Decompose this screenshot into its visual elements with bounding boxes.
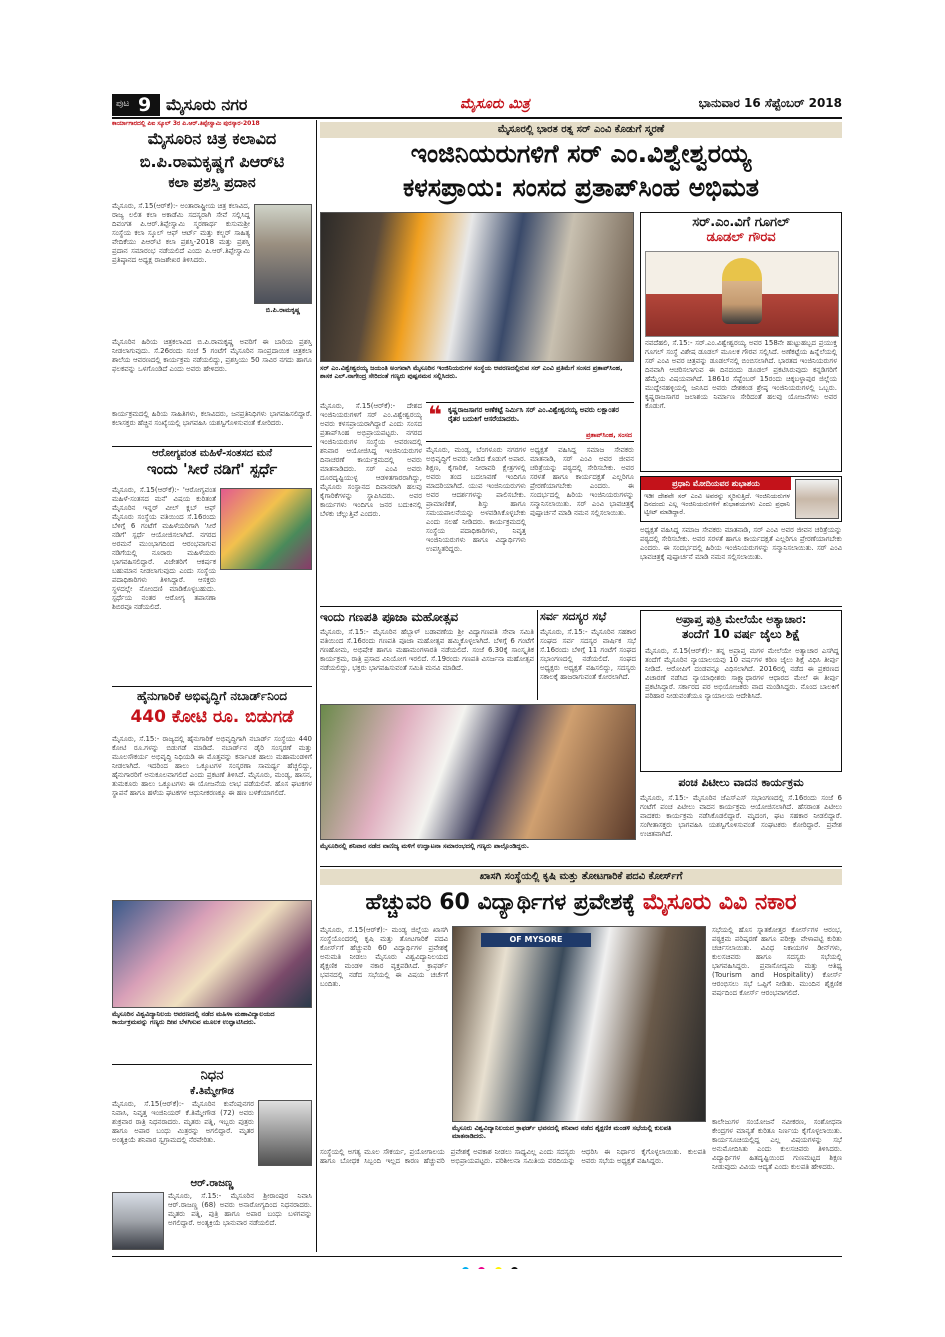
footer-rule [112, 1256, 842, 1257]
magenta-dot-icon [478, 1267, 485, 1269]
lead-kicker-band [320, 122, 842, 138]
obituary-title: ನಿಧನ [200, 1068, 224, 1083]
lead-body-3: ಅಧ್ಯಕ್ಷತೆ ವಹಿಸಿದ್ದ ಸಮಾಜ ಸೇವಕರು ಮಾತನಾಡಿ, ಸರ್ ಎಂವಿ ಅವರ ಜೀವನ ಚರಿತ್ರೆಯನ್ನು ಪಠ್ಯದಲ್ಲಿ ಸೇರಿಸಬೇಕು. ಅವರ ಸರಳತೆ ಹಾಗೂ ಕಾರ್ಯದಕ್ಷತೆ ಎಲ್ಲರಿಗೂ ಪ್ರೇರಣೆಯಾಗಬೇಕು ಎಂದರು. ಈ ಸಂದರ್ಭದಲ್ಲಿ ಹಿರಿಯ ಇಂಜಿನಿಯರುಗಳನ್ನು ಸನ್ಮಾನಿಸಲಾಯಿತು. ಸರ್ ಎಂವಿ ಭಾವಚಿತ್ರಕ್ಕೆ ಪುಷ್ಪಾರ್ಚನೆ ಮಾಡಿ ನಮನ ಸಲ್ಲಿಸಲಾಯಿತು. [530, 446, 634, 517]
lead-body-2: ಮೈಸೂರು, ಮಂಡ್ಯ, ಬೆಂಗಳೂರು ನಗರಗಳ ಅಭಿವೃದ್ಧಿಗೆ ಅವರು ನೀಡಿದ ಕೊಡುಗೆ ಅಪಾರ. ಶಿಕ್ಷಣ, ಕೈಗಾರಿಕೆ, ನೀರಾವರಿ ಕ್ಷೇತ್ರಗಳಲ್ಲಿ ಅವರು ತಂದ ಬದಲಾವಣೆ ಇಂದಿಗೂ ಮಾದರಿಯಾಗಿದೆ. ಯುವ ಇಂಜಿನಿಯರುಗಳು ಅವರ ಆದರ್ಶಗಳನ್ನು ಪಾಲಿಸಬೇಕು. ಪ್ರಾಮಾಣಿಕತೆ, ಶಿಸ್ತು ಹಾಗೂ ಸಮಯಪಾಲನೆಯನ್ನು ಅಳವಡಿಸಿಕೊಳ್ಳಬೇಕು ಎಂದು ಸಲಹೆ ನೀಡಿದರು. ಕಾರ್ಯಕ್ರಮದಲ್ಲಿ ಸಂಸ್ಥೆಯ ಪದಾಧಿಕಾರಿಗಳು, ನಿವೃತ್ತ ಇಂಜಿನಿಯರುಗಳು ಹಾಗೂ ವಿದ್ಯಾರ್ಥಿಗಳು ಉಪಸ್ಥಿತರಿದ್ದರು. [426, 446, 526, 553]
doodle-portrait-icon [722, 258, 762, 324]
obituary-body2: ಮೈಸೂರು, ಸೆ.15:- ಮೈಸೂರಿನ ಶ್ರೀರಾಂಪುರ ನಿವಾಸಿ ಆರ್.ರಾಜಣ್ಣ (68) ಅವರು ಅನಾರೋಗ್ಯದಿಂದ ನಿಧನರಾದರು. ಮೃತರು ಪತ್ನಿ, ಪುತ್ರಿ ಹಾಗೂ ಅಪಾರ ಬಂಧು ಬಳಗವನ್ನು ಅಗಲಿದ್ದಾರೆ. ಅಂತ್ಯಕ್ರಿಯೆ ಭಾನುವಾರ ನಡೆಯಲಿದೆ. [168, 1192, 312, 1227]
story3-title2: 440 ಕೋಟಿ ರೂ. ಬಿಡುಗಡೆ [130, 708, 294, 727]
color-registration-marks [450, 1259, 530, 1269]
google-title-2: ಡೂಡಲ್ ಗೌರವ [706, 230, 776, 245]
yellow-dot-icon [495, 1267, 502, 1269]
google-body: ನವದೆಹಲಿ, ಸೆ.15:- ಸರ್.ಎಂ.ವಿಶ್ವೇಶ್ವರಯ್ಯ ಅವರ 158ನೇ ಹುಟ್ಟುಹಬ್ಬದ ಪ್ರಯುಕ್ತ ಗೂಗಲ್ ಸಂಸ್ಥೆ ವಿಶೇಷ ಡೂಡಲ್ ಮೂಲಕ ಗೌರವ ಸಲ್ಲಿಸಿದೆ. ಅಣೆಕಟ್ಟೆಯ ಹಿನ್ನೆಲೆಯಲ್ಲಿ ಸರ್ ಎಂವಿ ಅವರ ಚಿತ್ರವನ್ನು ಡೂಡಲ್‌ನಲ್ಲಿ ಬಿಂಬಿಸಲಾಗಿದೆ. ಭಾರತದ ಇಂಜಿನಿಯರುಗಳ ದಿನವಾಗಿ ಆಚರಿಸಲಾಗುವ ಈ ದಿನದಂದು ಡೂಡಲ್ ಪ್ರಕಟಿಸಿರುವುದು ಕನ್ನಡಿಗರಿಗೆ ಹೆಮ್ಮೆಯ ವಿಷಯವಾಗಿದೆ. 1861ರ ಸೆಪ್ಟೆಂಬರ್ 15ರಂದು ಚಿಕ್ಕಬಳ್ಳಾಪುರ ಜಿಲ್ಲೆಯ ಮುದ್ದೇನಹಳ್ಳಿಯಲ್ಲಿ ಜನಿಸಿದ ಅವರು ದೇಶಕಂಡ ಶ್ರೇಷ್ಠ ಇಂಜಿನಿಯರುಗಳಲ್ಲಿ ಒಬ್ಬರು. ಕೃಷ್ಣರಾಜಸಾಗರ ಜಲಾಶಯ ನಿರ್ಮಾಣ ಸೇರಿದಂತೆ ಹಲವು ಯೋಜನೆಗಳು ಅವರ ಕೊಡುಗೆ. [645, 339, 837, 410]
ganapathi-body: ಮೈಸೂರು, ಸೆ.15:- ಮೈಸೂರಿನ ಹೆಬ್ಬಾಳ್ ಬಡಾವಣೆಯ ಶ್ರೀ ವಿದ್ಯಾಗಣಪತಿ ಸೇವಾ ಸಮಿತಿ ವತಿಯಿಂದ ಸೆ.16ರಂದು ಗಣಪತಿ ಪೂಜಾ ಮಹೋತ್ಸವ ಹಮ್ಮಿಕೊಳ್ಳಲಾಗಿದೆ. ಬೆಳಿಗ್ಗೆ 6 ಗಂಟೆಗೆ ಗಣಹೋಮ, ಅಭಿಷೇಕ ಹಾಗೂ ಮಹಾಮಂಗಳಾರತಿ ನಡೆಯಲಿದೆ. ಸಂಜೆ 6.30ಕ್ಕೆ ಸಾಂಸ್ಕೃತಿಕ ಕಾರ್ಯಕ್ರಮ, ರಾತ್ರಿ ಪ್ರಸಾದ ವಿನಿಯೋಗ ಇರಲಿದೆ. ಸೆ.19ರಂದು ಗಣಪತಿ ವಿಸರ್ಜನಾ ಮಹೋತ್ಸವ ನಡೆಯಲಿದ್ದು, ಭಕ್ತರು ಭಾಗವಹಿಸುವಂತೆ ಸಮಿತಿ ಮನವಿ ಮಾಡಿದೆ. [320, 628, 534, 672]
obituary-photo1 [258, 1100, 312, 1166]
top-strip: ಕಾರ್ಯಾಗಾರದಲ್ಲಿ ಪಿಐ ಸ್ಕೂಲ್ 3ರ ಪಿ.ಆರ್.ತಿಪ್ಪೇಸ್ವಾಮಿ ಪುರಸ್ಕಾರ-2018 [112, 120, 260, 127]
agri-body-2: ಸಂಸ್ಥೆಯಲ್ಲಿ ಅಗತ್ಯ ಮೂಲ ಸೌಕರ್ಯ, ಪ್ರಯೋಗಾಲಯ ಹಾಗೂ ಬೋಧಕ ಸಿಬ್ಬಂದಿ ಇಲ್ಲದ ಕಾರಣ ಹೆಚ್ಚುವರಿ ಪ್ರವೇಶಕ್ಕೆ ಅವಕಾಶ ನೀಡಲು ಸಾಧ್ಯವಿಲ್ಲ ಎಂದು ಸದಸ್ಯರು ಅಭಿಪ್ರಾಯಪಟ್ಟರು. ಪರಿಶೀಲನಾ ಸಮಿತಿಯ ವರದಿಯನ್ನು ಆಧರಿಸಿ ಈ ನಿರ್ಧಾರ ಕೈಗೊಳ್ಳಲಾಯಿತು. ಕುಲಪತಿ ಅವರು ಸಭೆಯ ಅಧ್ಯಕ್ಷತೆ ವಹಿಸಿದ್ದರು. [320, 1148, 706, 1165]
agri-kicker-band [320, 869, 842, 885]
college-event-photo [112, 900, 312, 1008]
story2-body: ಮೈಸೂರು, ಸೆ.15(ಆರ್‌ಕೆ):- 'ಆರೋಗ್ಯವಂತ ಮಹಿಳೆ-ಸಂತಸದ ಮನೆ' ವಿಷಯ ಕುರಿತಂತೆ ಮೈಸೂರಿನ ಇನ್ನರ್ ವೀಲ್ ಕ್ಲಬ್ ಆಫ್ ಮೈಸೂರು ಸಂಸ್ಥೆಯ ವತಿಯಿಂದ ಸೆ.16ರಂದು ಬೆಳಿಗ್ಗೆ 6 ಗಂಟೆಗೆ ಮಹಿಳೆಯರಿಗಾಗಿ 'ಸೀರೆ ನಡಿಗೆ' ಸ್ಪರ್ಧೆ ಆಯೋಜಿಸಲಾಗಿದೆ. ನಗರದ ಅರಮನೆ ಮುಂಭಾಗದಿಂದ ಆರಂಭವಾಗುವ ನಡಿಗೆಯಲ್ಲಿ ನೂರಾರು ಮಹಿಳೆಯರು ಭಾಗವಹಿಸಲಿದ್ದಾರೆ. ವಿಜೇತರಿಗೆ ಆಕರ್ಷಕ ಬಹುಮಾನ ನೀಡಲಾಗುವುದು ಎಂದು ಸಂಸ್ಥೆಯ ಪದಾಧಿಕಾರಿಗಳು ತಿಳಿಸಿದ್ದಾರೆ. ಆಸಕ್ತರು ಸ್ಥಳದಲ್ಲೇ ನೋಂದಣಿ ಮಾಡಿಕೊಳ್ಳಬಹುದು. ಸ್ಪರ್ಧೆಯ ನಂತರ ಆರೋಗ್ಯ ತಪಾಸಣಾ ಶಿಬಿರವೂ ನಡೆಯಲಿದೆ. [112, 486, 216, 611]
college-event-caption: ಮೈಸೂರಿನ ವಿಶ್ವವಿದ್ಯಾನಿಲಯ ಆವರಣದಲ್ಲಿ ನಡೆದ ಮಹಿಳಾ ಮಹಾವಿದ್ಯಾಲಯದ ಕಾರ್ಯಕ್ರಮವನ್ನು ಗಣ್ಯರು ದೀಪ ಬೆಳಗಿಸುವ ಮೂಲಕ ಉದ್ಘಾಟಿಸಿದರು. [112, 1010, 275, 1026]
ramakrishna-photo [254, 204, 312, 304]
crime-box [640, 610, 842, 772]
page-number: 9 [138, 94, 152, 116]
story1-body2: ಮೈಸೂರಿನ ಹಿರಿಯ ಚಿತ್ರಕಲಾವಿದ ಬಿ.ಪಿ.ರಾಮಕೃಷ್ಣ ಅವರಿಗೆ ಈ ಬಾರಿಯ ಪ್ರಶಸ್ತಿ ನೀಡಲಾಗುವುದು. ಸೆ.26ರಂದು ಸಂಜೆ 5 ಗಂಟೆಗೆ ಮೈಸೂರಿನ ಸಾಂಪ್ರದಾಯಿಕ ಚಿತ್ರಕಲಾ ಶಾಲೆಯ ಆವರಣದಲ್ಲಿ ಕಾರ್ಯಕ್ರಮ ನಡೆಯಲಿದ್ದು, ಪ್ರಶಸ್ತಿಯು 50 ಸಾವಿರ ನಗದು ಹಾಗೂ ಫಲಕವನ್ನು ಒಳಗೊಂಡಿದೆ ಎಂದು ಅವರು ಹೇಳಿದರು. [112, 338, 312, 373]
lead-quote-author: ಪ್ರತಾಪ್‌ಸಿಂಹ, ಸಂಸದ [585, 431, 632, 439]
lead-statue-photo [320, 212, 634, 362]
lead-body-1: ಮೈಸೂರು, ಸೆ.15(ಆರ್‌ಕೆ):- ದೇಶದ ಇಂಜಿನಿಯರುಗಳಿಗೆ ಸರ್ ಎಂ.ವಿಶ್ವೇಶ್ವರಯ್ಯ ಅವರು ಕಳಸಪ್ರಾಯರಾಗಿದ್ದಾರೆ ಎಂದು ಸಂಸದ ಪ್ರತಾಪ್‌ಸಿಂಹ ಅಭಿಪ್ರಾಯಪಟ್ಟರು. ನಗರದ ಇಂಜಿನಿಯರುಗಳ ಸಂಸ್ಥೆಯ ಆವರಣದಲ್ಲಿ ಶನಿವಾರ ಆಯೋಜಿಸಿದ್ದ ಇಂಜಿನಿಯರುಗಳ ದಿನಾಚರಣೆ ಕಾರ್ಯಕ್ರಮದಲ್ಲಿ ಅವರು ಮಾತನಾಡಿದರು. ಸರ್ ಎಂವಿ ಅವರು ದೂರದೃಷ್ಟಿಯುಳ್ಳ ಆಡಳಿತಗಾರರಾಗಿದ್ದು, ಮೈಸೂರು ಸಂಸ್ಥಾನದ ದಿವಾನರಾಗಿ ಹಲವು ಕೈಗಾರಿಕೆಗಳನ್ನು ಸ್ಥಾಪಿಸಿದರು. ಅವರ ಕಾರ್ಯಗಳು ಇಂದಿಗೂ ಜನರ ಬದುಕಿನಲ್ಲಿ ಬೆಳಕು ಚೆಲ್ಲುತ್ತಿವೆ ಎಂದರು. [320, 402, 422, 518]
agri-photo-caption: ಮೈಸೂರು ವಿಶ್ವವಿದ್ಯಾನಿಲಯದ ಕ್ರಾಫರ್ಡ್ ಭವನದಲ್ಲಿ ಶನಿವಾರ ನಡೆದ ಶೈಕ್ಷಣಿಕ ಮಂಡಳಿ ಸಭೆಯಲ್ಲಿ ಕುಲಪತಿ ಮಾತನಾಡಿದರು. [452, 1124, 672, 1140]
obituary-sub2: ಆರ್.ರಾಜಣ್ಣ [190, 1178, 234, 1189]
sabhe-body: ಮೈಸೂರು, ಸೆ.15:- ಮೈಸೂರಿನ ಸಹಕಾರ ಸಂಘದ ಸರ್ವ ಸದಸ್ಯರ ವಾರ್ಷಿಕ ಸಭೆ ಸೆ.16ರಂದು ಬೆಳಿಗ್ಗೆ 11 ಗಂಟೆಗೆ ಸಂಘದ ಸಭಾಂಗಣದಲ್ಲಿ ನಡೆಯಲಿದೆ. ಸಂಘದ ಅಧ್ಯಕ್ಷರು ಅಧ್ಯಕ್ಷತೆ ವಹಿಸಲಿದ್ದು, ಸದಸ್ಯರು ಸಕಾಲಕ್ಕೆ ಹಾಜರಾಗುವಂತೆ ಕೋರಲಾಗಿದೆ. [540, 628, 636, 681]
pm-photo [795, 479, 839, 519]
google-continued: ಅಧ್ಯಕ್ಷತೆ ವಹಿಸಿದ್ದ ಸಮಾಜ ಸೇವಕರು ಮಾತನಾಡಿ, ಸರ್ ಎಂವಿ ಅವರ ಜೀವನ ಚರಿತ್ರೆಯನ್ನು ಪಠ್ಯದಲ್ಲಿ ಸೇರಿಸಬೇಕು. ಅವರ ಸರಳತೆ ಹಾಗೂ ಕಾರ್ಯದಕ್ಷತೆ ಎಲ್ಲರಿಗೂ ಪ್ರೇರಣೆಯಾಗಬೇಕು ಎಂದರು. ಈ ಸಂದರ್ಭದಲ್ಲಿ ಹಿರಿಯ ಇಂಜಿನಿಯರುಗಳನ್ನು ಸನ್ಮಾನಿಸಲಾಯಿತು. ಸರ್ ಎಂವಿ ಭಾವಚಿತ್ರಕ್ಕೆ ಪುಷ್ಪಾರ್ಚನೆ ಮಾಡಿ ನಮನ ಸಲ್ಲಿಸಲಾಯಿತು. [640, 526, 842, 561]
lead-quote-box [426, 402, 634, 442]
doodle-image [645, 251, 839, 337]
violin-title: ಪಂಚ ಪಿಟೀಲು ವಾದನ ಕಾರ್ಯಕ್ರಮ [678, 776, 804, 789]
story1-title3: ಕಲಾ ಪ್ರಶಸ್ತಿ ಪ್ರದಾನ [168, 176, 256, 191]
agri-body-4: ಕಾಲೇಜುಗಳ ಸಂಯೋಜನೆ ನವೀಕರಣ, ಸಂಶೋಧನಾ ಕೇಂದ್ರಗಳ ಮಾನ್ಯತೆ ಕುರಿತೂ ನಿರ್ಣಯ ಕೈಗೊಳ್ಳಲಾಯಿತು. ಕಾರ್ಯಸೂಚಿಯಲ್ಲಿದ್ದ ಎಲ್ಲ ವಿಷಯಗಳನ್ನು ಸಭೆ ಅನುಮೋದಿಸಿತು ಎಂದು ಕುಲಸಚಿವರು ತಿಳಿಸಿದರು. ವಿದ್ಯಾರ್ಥಿಗಳ ಹಿತದೃಷ್ಟಿಯಿಂದ ಗುಣಮಟ್ಟದ ಶಿಕ್ಷಣ ನೀಡುವುದು ವಿವಿಯ ಆದ್ಯತೆ ಎಂದು ಕುಲಪತಿ ಹೇಳಿದರು. [712, 1118, 842, 1171]
column-separator [316, 120, 317, 1252]
pm-body: ಇಡೀ ದೇಶವೇ ಸರ್ ಎಂವಿ ಅವರನ್ನು ಸ್ಮರಿಸುತ್ತಿದೆ. ಇಂಜಿನಿಯರುಗಳ ದಿನದಂದು ಎಲ್ಲ ಇಂಜಿನಿಯರುಗಳಿಗೆ ಶುಭಾಶಯಗಳು ಎಂದು ಪ್ರಧಾನಿ ಟ್ವೀಟ್ ಮಾಡಿದ್ದಾರೆ. [644, 492, 790, 516]
obituary-sub1: ಕೆ.ತಿಮ್ಮೇಗೌಡ [190, 1086, 234, 1097]
story2-title: ಇಂದು 'ಸೀರೆ ನಡಿಗೆ' ಸ್ಪರ್ಧೆ [146, 461, 278, 478]
google-title-1: ಸರ್.ಎಂ.ವಿಗೆ ಗೂಗಲ್ [692, 215, 790, 230]
lead-photo-caption: ಸರ್ ಎಂ.ವಿಶ್ವೇಶ್ವರಯ್ಯ ಜಯಂತಿ ಅಂಗವಾಗಿ ಮೈಸೂರಿನ ಇಂಜಿನಿಯರುಗಳ ಸಂಸ್ಥೆಯ ಆವರಣದಲ್ಲಿರುವ ಸರ್ ಎಂವಿ ಪ್ರತಿಮೆಗೆ ಸಂಸದ ಪ್ರತಾಪ್‌ಸಿಂಹ, ಶಾಸಕ ಎಲ್.ನಾಗೇಂದ್ರ ಸೇರಿದಂತೆ ಗಣ್ಯರು ಪುಷ್ಪನಮನ ಸಲ್ಲಿಸಿದರು. [320, 364, 623, 380]
violin-body: ಮೈಸೂರು, ಸೆ.15:- ಮೈಸೂರಿನ ಜೆಎಸ್‌ಎಸ್ ಸಭಾಂಗಣದಲ್ಲಿ ಸೆ.16ರಂದು ಸಂಜೆ 6 ಗಂಟೆಗೆ ಪಂಚ ಪಿಟೀಲು ವಾದನ ಕಾರ್ಯಕ್ರಮ ಆಯೋಜಿಸಲಾಗಿದೆ. ಹೆಸರಾಂತ ಪಿಟೀಲು ವಾದಕರು ಕಾರ್ಯಕ್ರಮ ನಡೆಸಿಕೊಡಲಿದ್ದಾರೆ. ಮೃದಂಗ, ಘಟ ಸಹಕಾರ ನೀಡಲಿದ್ದಾರೆ. ಸಂಗೀತಾಸಕ್ತರು ಭಾಗವಹಿಸಿ ಯಶಸ್ವಿಗೊಳಿಸುವಂತೆ ಸಂಘಟಕರು ಕೋರಿದ್ದಾರೆ. ಪ್ರವೇಶ ಉಚಿತವಾಗಿದೆ. [640, 794, 842, 838]
ramakrishna-caption: ಬಿ.ಪಿ.ರಾಮಕೃಷ್ಣ [265, 306, 301, 314]
sabhe-separator [537, 610, 538, 700]
crime-title-2: ತಂದೆಗೆ 10 ವರ್ಷ ಜೈಲು ಶಿಕ್ಷೆ [681, 627, 801, 641]
agri-meeting-photo [452, 926, 706, 1122]
section-name: ಮೈಸೂರು ನಗರ [166, 95, 248, 114]
pm-title: ಪ್ರಧಾನಿ ಮೋದಿಯವರ ಶುಭಾಶಯ [641, 477, 791, 490]
event-photo-caption: ಮೈಸೂರಿನಲ್ಲಿ ಶನಿವಾರ ನಡೆದ ವಾಣಿಜ್ಯ ಮಳಿಗೆ ಉದ್ಘಾಟನಾ ಸಮಾರಂಭದಲ್ಲಿ ಗಣ್ಯರು ಪಾಲ್ಗೊಂಡಿದ್ದರು. [320, 842, 530, 850]
cyan-dot-icon [462, 1267, 469, 1269]
issue-date: ಭಾನುವಾರ 16 ಸೆಪ್ಟೆಂಬರ್ 2018 [698, 96, 842, 110]
ganapathi-title: ಇಂದು ಗಣಪತಿ ಪೂಜಾ ಮಹೋತ್ಸವ [320, 610, 459, 624]
lead-quote: ಕೃಷ್ಣರಾಜಸಾಗರ ಅಣೆಕಟ್ಟೆ ನಿರ್ಮಿಸಿ ಸರ್ ಎಂ.ವಿಶ್ವೇಶ್ವರಯ್ಯ ಅವರು ಲಕ್ಷಾಂತರ ರೈತರ ಬದುಕಿಗೆ ಆಸರೆಯಾದರು. [448, 406, 619, 423]
lead-headline-2: ಕಳಸಪ್ರಾಯ: ಸಂಸದ ಪ್ರತಾಪ್‌ಸಿಂಹ ಅಭಿಮತ [402, 174, 759, 202]
story3-body: ಮೈಸೂರು, ಸೆ.15:- ರಾಜ್ಯದಲ್ಲಿ ಹೈನುಗಾರಿಕೆ ಅಭಿವೃದ್ಧಿಗಾಗಿ ನಬಾರ್ಡ್ ಸಂಸ್ಥೆಯು 440 ಕೋಟಿ ರೂ.ಗಳನ್ನು ಬಿಡುಗಡೆ ಮಾಡಿದೆ. ನಬಾರ್ಡ್‌ನ ಡೈರಿ ಸಂಸ್ಕರಣೆ ಮತ್ತು ಮೂಲಸೌಕರ್ಯ ಅಭಿವೃದ್ಧಿ ನಿಧಿಯಡಿ ಈ ಮೊತ್ತವನ್ನು ಕರ್ನಾಟಕ ಹಾಲು ಮಹಾಮಂಡಳಿಗೆ ನೀಡಲಾಗಿದೆ. ಇದರಿಂದ ಹಾಲು ಒಕ್ಕೂಟಗಳ ಸಂಸ್ಕರಣಾ ಸಾಮರ್ಥ್ಯ ಹೆಚ್ಚಲಿದ್ದು, ಹೈನುಗಾರರಿಗೆ ಅನುಕೂಲವಾಗಲಿದೆ ಎಂದು ಪ್ರಕಟಣೆ ತಿಳಿಸಿದೆ. ಮೈಸೂರು, ಮಂಡ್ಯ, ಹಾಸನ, ತುಮಕೂರು ಹಾಲು ಒಕ್ಕೂಟಗಳು ಈ ಯೋಜನೆಯ ಲಾಭ ಪಡೆಯಲಿವೆ. ಹೊಸ ಘಟಕಗಳ ಸ್ಥಾಪನೆ ಹಾಗೂ ಹಳೆಯ ಘಟಕಗಳ ಆಧುನೀಕರಣಕ್ಕೂ ಈ ಹಣ ಬಳಕೆಯಾಗಲಿದೆ. [112, 735, 312, 797]
sabhe-title: ಸರ್ವ ಸದಸ್ಯರ ಸಭೆ [540, 610, 607, 623]
mid-divider-2 [320, 866, 842, 867]
left-divider-1 [112, 446, 312, 447]
agri-body-1: ಮೈಸೂರು, ಸೆ.15(ಆರ್‌ಕೆ):- ಮಂಡ್ಯ ಜಿಲ್ಲೆಯ ಖಾಸಗಿ ಸಂಸ್ಥೆಯೊಂದರಲ್ಲಿ ಕೃಷಿ ಮತ್ತು ತೋಟಗಾರಿಕೆ ಪದವಿ ಕೋರ್ಸ್‌ಗೆ ಹೆಚ್ಚುವರಿ 60 ವಿದ್ಯಾರ್ಥಿಗಳ ಪ್ರವೇಶಕ್ಕೆ ಅನುಮತಿ ನೀಡಲು ಮೈಸೂರು ವಿಶ್ವವಿದ್ಯಾನಿಲಯದ ಶೈಕ್ಷಣಿಕ ಮಂಡಳಿ ನಕಾರ ವ್ಯಕ್ತಪಡಿಸಿದೆ. ಕ್ರಾಫರ್ಡ್ ಭವನದಲ್ಲಿ ನಡೆದ ಸಭೆಯಲ್ಲಿ ಈ ವಿಷಯ ಚರ್ಚೆಗೆ ಬಂದಿತು. [320, 926, 448, 988]
quote-icon: ❝ [428, 402, 443, 429]
crime-body: ಮೈಸೂರು, ಸೆ.15(ಆರ್‌ಕೆ):- ತನ್ನ ಅಪ್ರಾಪ್ತ ಮಗಳ ಮೇಲೆಯೇ ಅತ್ಯಾಚಾರ ಎಸಗಿದ್ದ ತಂದೆಗೆ ಮೈಸೂರಿನ ನ್ಯಾಯಾಲಯವು 10 ವರ್ಷಗಳ ಕಠಿಣ ಜೈಲು ಶಿಕ್ಷೆ ವಿಧಿಸಿ ತೀರ್ಪು ನೀಡಿದೆ. ಆರೋಪಿಗೆ ದಂಡವನ್ನೂ ವಿಧಿಸಲಾಗಿದೆ. 2016ರಲ್ಲಿ ನಡೆದ ಈ ಪ್ರಕರಣದ ವಿಚಾರಣೆ ನಡೆಸಿದ ನ್ಯಾಯಾಧೀಶರು ಸಾಕ್ಷ್ಯಾಧಾರಗಳ ಆಧಾರದ ಮೇಲೆ ಈ ತೀರ್ಪು ಪ್ರಕಟಿಸಿದ್ದಾರೆ. ಸರ್ಕಾರದ ಪರ ಅಭಿಯೋಜಕರು ವಾದ ಮಂಡಿಸಿದ್ದರು. ನೊಂದ ಬಾಲಕಿಗೆ ಪರಿಹಾರ ನೀಡುವಂತೆಯೂ ನ್ಯಾಯಾಲಯ ಆದೇಶಿಸಿದೆ. [645, 647, 839, 700]
story2-kicker: ಆರೋಗ್ಯವಂತ ಮಹಿಳೆ-ಸಂತಸದ ಮನೆ [151, 448, 273, 459]
paper-logo: ಮೈಸೂರು ಮಿತ್ರ [460, 96, 530, 112]
lead-kicker: ಮೈಸೂರಲ್ಲಿ ಭಾರತ ರತ್ನ ಸರ್ ಎಂವಿ ಕೊಡುಗೆ ಸ್ಮರಣೆ [497, 124, 665, 135]
story1-title1: ಮೈಸೂರಿನ ಚಿತ್ರ ಕಲಾವಿದ [147, 130, 277, 148]
pm-box [640, 476, 842, 522]
page-label: ಪುಟ [116, 99, 130, 109]
story1-body3: ಕಾರ್ಯಕ್ರಮದಲ್ಲಿ ಹಿರಿಯ ಸಾಹಿತಿಗಳು, ಕಲಾವಿದರು, ಜನಪ್ರತಿನಿಧಿಗಳು ಭಾಗವಹಿಸಲಿದ್ದಾರೆ. ಕಲಾಸಕ್ತರು ಹೆಚ್ಚಿನ ಸಂಖ್ಯೆಯಲ್ಲಿ ಭಾಗವಹಿಸಿ ಯಶಸ್ವಿಗೊಳಿಸುವಂತೆ ಕೋರಿದರು. [112, 410, 312, 427]
crime-title-1: ಅಪ್ರಾಪ್ತ ಪುತ್ರಿ ಮೇಲೆಯೇ ಅತ್ಯಾಚಾರ: [675, 613, 807, 626]
story3-title1: ಹೈನುಗಾರಿಕೆ ಅಭಿವೃದ್ಧಿಗೆ ನಬಾರ್ಡ್‌ನಿಂದ [137, 690, 287, 703]
story1-title2: ಬಿ.ಪಿ.ರಾಮಕೃಷ್ಣಗೆ ಪಿಆರ್‌ಟಿ [139, 153, 285, 171]
mid-divider-1 [320, 606, 842, 607]
google-doodle-box [640, 212, 842, 472]
left-divider-3 [112, 1064, 312, 1065]
lead-headline-1: ಇಂಜಿನಿಯರುಗಳಿಗೆ ಸರ್ ಎಂ.ವಿಶ್ವೇಶ್ವರಯ್ಯ [410, 140, 752, 168]
saree-walk-photo [220, 488, 312, 570]
black-dot-icon [511, 1267, 518, 1269]
agri-headline-black: ಹೆಚ್ಚುವರಿ 60 ವಿದ್ಯಾರ್ಥಿಗಳ ಪ್ರವೇಶಕ್ಕೆ [365, 890, 636, 915]
masthead-rule [112, 117, 842, 119]
left-divider-2 [112, 686, 312, 687]
agri-headline [320, 886, 842, 920]
agri-kicker: ಖಾಸಗಿ ಸಂಸ್ಥೆಯಲ್ಲಿ ಕೃಷಿ ಮತ್ತು ತೋಟಗಾರಿಕೆ ಪದವಿ ಕೋರ್ಸ್‌ಗೆ [479, 871, 683, 882]
obituary-body1: ಮೈಸೂರು, ಸೆ.15(ಆರ್‌ಕೆ):- ಮೈಸೂರಿನ ಕುವೆಂಪುನಗರ ನಿವಾಸಿ, ನಿವೃತ್ತ ಇಂಜಿನಿಯರ್ ಕೆ.ತಿಮ್ಮೇಗೌಡ (72) ಅವರು ಶುಕ್ರವಾರ ರಾತ್ರಿ ನಿಧನರಾದರು. ಮೃತರು ಪತ್ನಿ, ಇಬ್ಬರು ಪುತ್ರರು ಹಾಗೂ ಅಪಾರ ಬಂಧು ಮಿತ್ರರನ್ನು ಅಗಲಿದ್ದಾರೆ. ಮೃತರ ಅಂತ್ಯಕ್ರಿಯೆ ಶನಿವಾರ ಸ್ವಗ್ರಾಮದಲ್ಲಿ ನೆರವೇರಿತು. [112, 1100, 254, 1144]
page-number-box [112, 94, 160, 116]
obituary-photo2 [112, 1192, 164, 1250]
agri-photo-sign: OF MYSORE [481, 933, 591, 947]
agri-headline-red: ಮೈಸೂರು ವಿವಿ ನಕಾರ [642, 890, 797, 915]
event-group-photo [320, 704, 636, 840]
agri-body-3: ಸಭೆಯಲ್ಲಿ ಹೊಸ ಸ್ನಾತಕೋತ್ತರ ಕೋರ್ಸ್‌ಗಳ ಆರಂಭ, ಪಠ್ಯಕ್ರಮ ಪರಿಷ್ಕರಣೆ ಹಾಗೂ ಪರೀಕ್ಷಾ ವೇಳಾಪಟ್ಟಿ ಕುರಿತು ಚರ್ಚಿಸಲಾಯಿತು. ವಿವಿಧ ನಿಕಾಯಗಳ ಡೀನ್‌ಗಳು, ಕುಲಸಚಿವರು ಹಾಗೂ ಸದಸ್ಯರು ಸಭೆಯಲ್ಲಿ ಭಾಗವಹಿಸಿದ್ದರು. ಪ್ರವಾಸೋದ್ಯಮ ಮತ್ತು ಆತಿಥ್ಯ (Tourism and Hospitality) ಕೋರ್ಸ್ ಆರಂಭಿಸಲು ಸಭೆ ಒಪ್ಪಿಗೆ ನೀಡಿತು. ಮುಂದಿನ ಶೈಕ್ಷಣಿಕ ವರ್ಷದಿಂದ ಕೋರ್ಸ್ ಆರಂಭವಾಗಲಿದೆ. [712, 926, 842, 997]
story1-body1: ಮೈಸೂರು, ಸೆ.15(ಆರ್‌ಕೆ):- ಅಂತಾರಾಷ್ಟ್ರೀಯ ಚಿತ್ರ ಕಲಾವಿದ, ರಾಜ್ಯ ಲಲಿತ ಕಲಾ ಅಕಾಡೆಮಿ ಸದಸ್ಯರಾಗಿ ಸೇವೆ ಸಲ್ಲಿಸಿದ್ದ ದಿವಂಗತ ಪಿ.ಆರ್.ತಿಪ್ಪೇಸ್ವಾಮಿ ಸ್ಮರಣಾರ್ಥ ಕುಸುಮಶ್ರೀ ಸಂಸ್ಥೆಯ ಕಲಾ ಸ್ಕೂಲ್ ಆಫ್ ಆರ್ಟ್ ಮತ್ತು ಕಲ್ಚರ್ ಸಾಹಿತ್ಯ ವೇದಿಕೆಯು ಪಿಆರ್‌ಟಿ ಕಲಾ ಪ್ರಶಸ್ತಿ-2018 ಮತ್ತು ಪ್ರಶಸ್ತಿ ಪ್ರದಾನ ಸಮಾರಂಭ ನಡೆಯಲಿದೆ ಎಂದು ಪಿ.ಆರ್.ತಿಪ್ಪೇಸ್ವಾಮಿ ಪ್ರತಿಷ್ಠಾನದ ಅಧ್ಯಕ್ಷ ರಾಜಶೇಖರ ತಿಳಿಸಿದರು. [112, 202, 250, 264]
